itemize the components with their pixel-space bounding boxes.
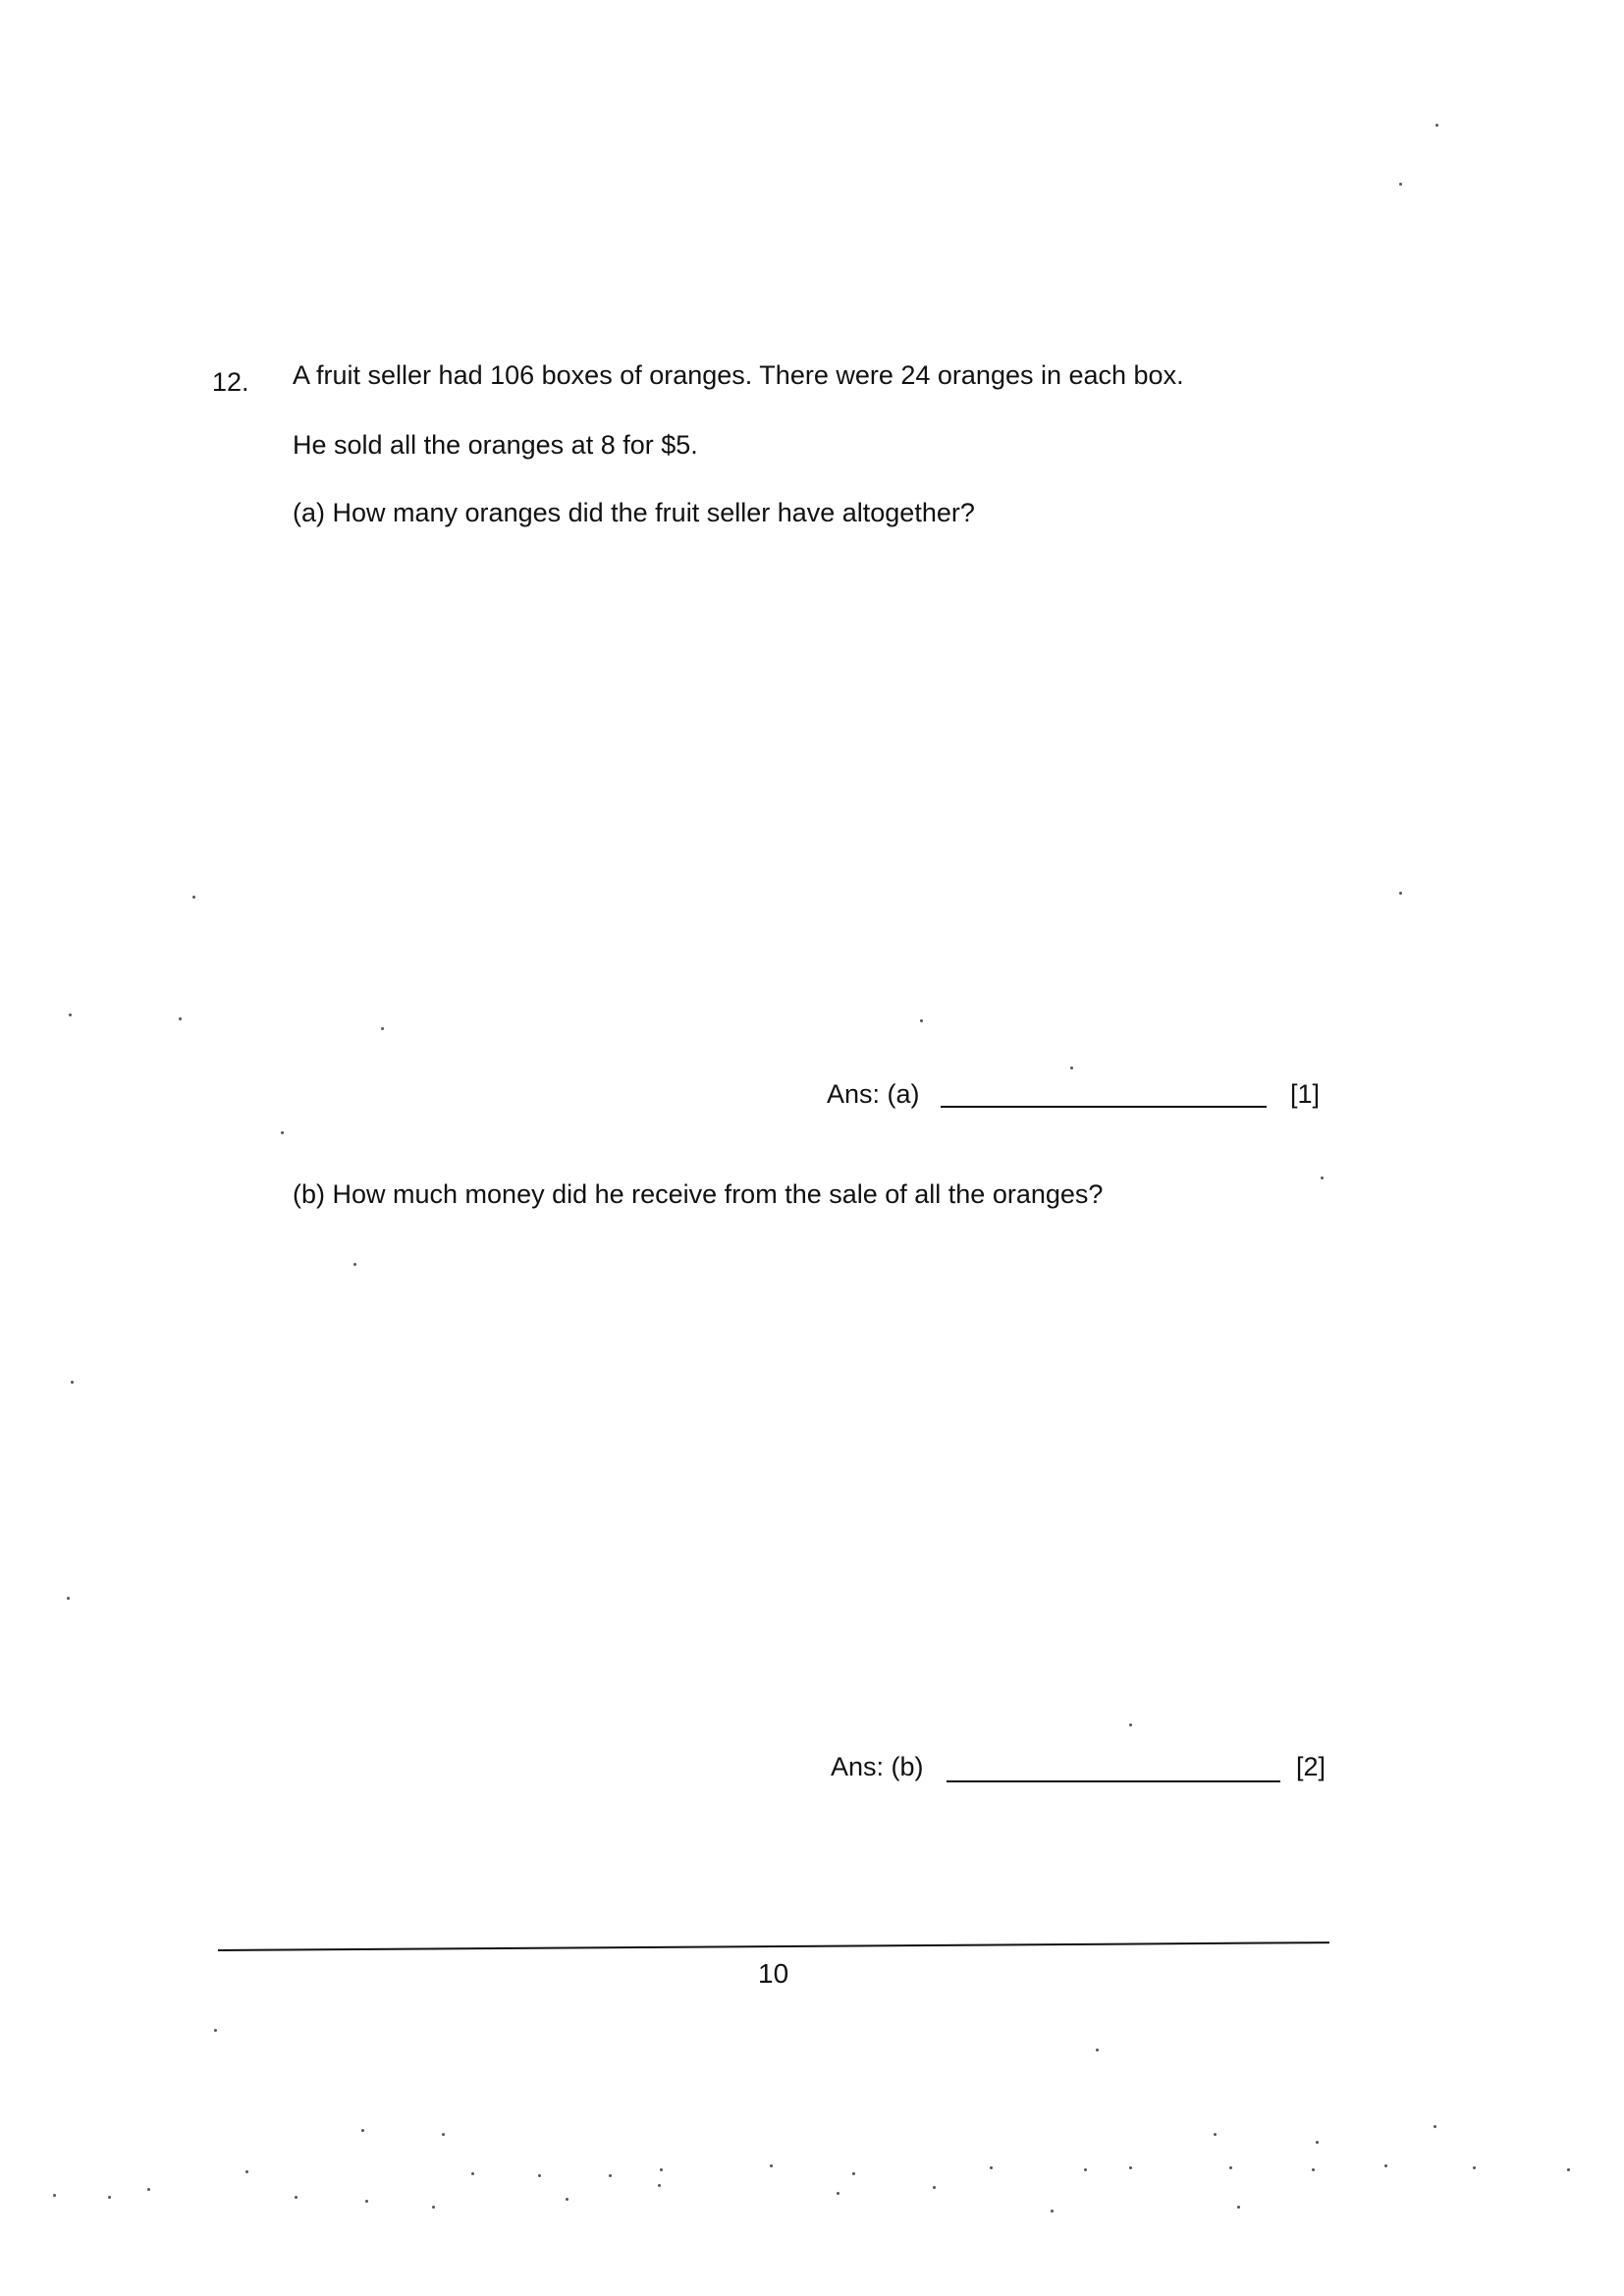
scan-speck: [1129, 2166, 1132, 2169]
page-number: 10: [758, 1958, 789, 1989]
scan-speck: [1567, 2168, 1570, 2171]
answer-label-b: Ans: (b): [831, 1752, 924, 1781]
scan-speck: [852, 2172, 855, 2175]
scan-speck: [147, 2188, 150, 2191]
scan-speck: [108, 2196, 111, 2199]
scan-speck: [1473, 2166, 1476, 2169]
answer-blank-b[interactable]: [947, 1780, 1280, 1782]
scan-speck: [1214, 2133, 1217, 2136]
scan-speck: [245, 2170, 248, 2173]
scan-speck: [442, 2133, 445, 2136]
scan-speck: [1070, 1066, 1073, 1069]
question-part-a: (a) How many oranges did the fruit seller have altogether?: [293, 498, 975, 527]
scan-speck: [179, 1017, 182, 1020]
answer-blank-a[interactable]: [941, 1106, 1267, 1108]
question-part-b: (b) How much money did he receive from the sale of all the oranges?: [293, 1179, 1104, 1209]
scan-speck: [365, 2200, 368, 2203]
scan-speck: [214, 2029, 217, 2032]
scan-speck: [538, 2174, 541, 2177]
scan-speck: [71, 1381, 74, 1384]
scan-speck: [1435, 124, 1438, 127]
scan-speck: [609, 2174, 612, 2177]
scan-speck: [69, 1013, 72, 1016]
scan-speck: [353, 1263, 356, 1266]
scan-speck: [990, 2166, 993, 2169]
question-stem-line-2: He sold all the oranges at 8 for $5.: [293, 430, 698, 460]
scan-speck: [1129, 1723, 1132, 1726]
scan-speck: [1051, 2210, 1054, 2213]
scan-speck: [295, 2196, 298, 2199]
scan-speck: [1384, 2164, 1387, 2167]
scan-speck: [658, 2184, 661, 2187]
scan-speck: [1321, 1176, 1324, 1179]
scan-speck: [1399, 183, 1402, 186]
scan-speck: [1399, 892, 1402, 895]
scan-speck: [1434, 2125, 1436, 2128]
scan-speck: [471, 2172, 474, 2175]
scan-speck: [837, 2192, 839, 2195]
marks-a: [1]: [1290, 1079, 1321, 1109]
scan-speck: [192, 896, 195, 899]
scan-speck: [1096, 2049, 1099, 2051]
question-stem-line-1: A fruit seller had 106 boxes of oranges. There were 24 oranges in each box.: [293, 360, 1184, 390]
scan-speck: [660, 2168, 663, 2171]
scan-speck: [53, 2194, 56, 2197]
question-number: 12.: [212, 367, 249, 397]
scan-speck: [381, 1027, 384, 1030]
scan-speck: [566, 2198, 568, 2201]
scan-speck: [933, 2186, 936, 2189]
marks-b: [2]: [1296, 1752, 1326, 1781]
scan-speck: [67, 1597, 70, 1600]
scan-speck: [1316, 2141, 1319, 2144]
scan-speck: [920, 1019, 923, 1022]
scan-speck: [1084, 2168, 1087, 2171]
answer-label-a: Ans: (a): [827, 1079, 920, 1109]
scan-speck: [1229, 2166, 1232, 2169]
scan-speck: [281, 1131, 284, 1134]
scan-speck: [770, 2164, 773, 2167]
scan-speck: [361, 2129, 364, 2132]
footer-rule: [218, 1941, 1329, 1951]
scan-speck: [1312, 2168, 1315, 2171]
scan-speck: [432, 2206, 435, 2209]
scan-speck: [1237, 2206, 1240, 2209]
